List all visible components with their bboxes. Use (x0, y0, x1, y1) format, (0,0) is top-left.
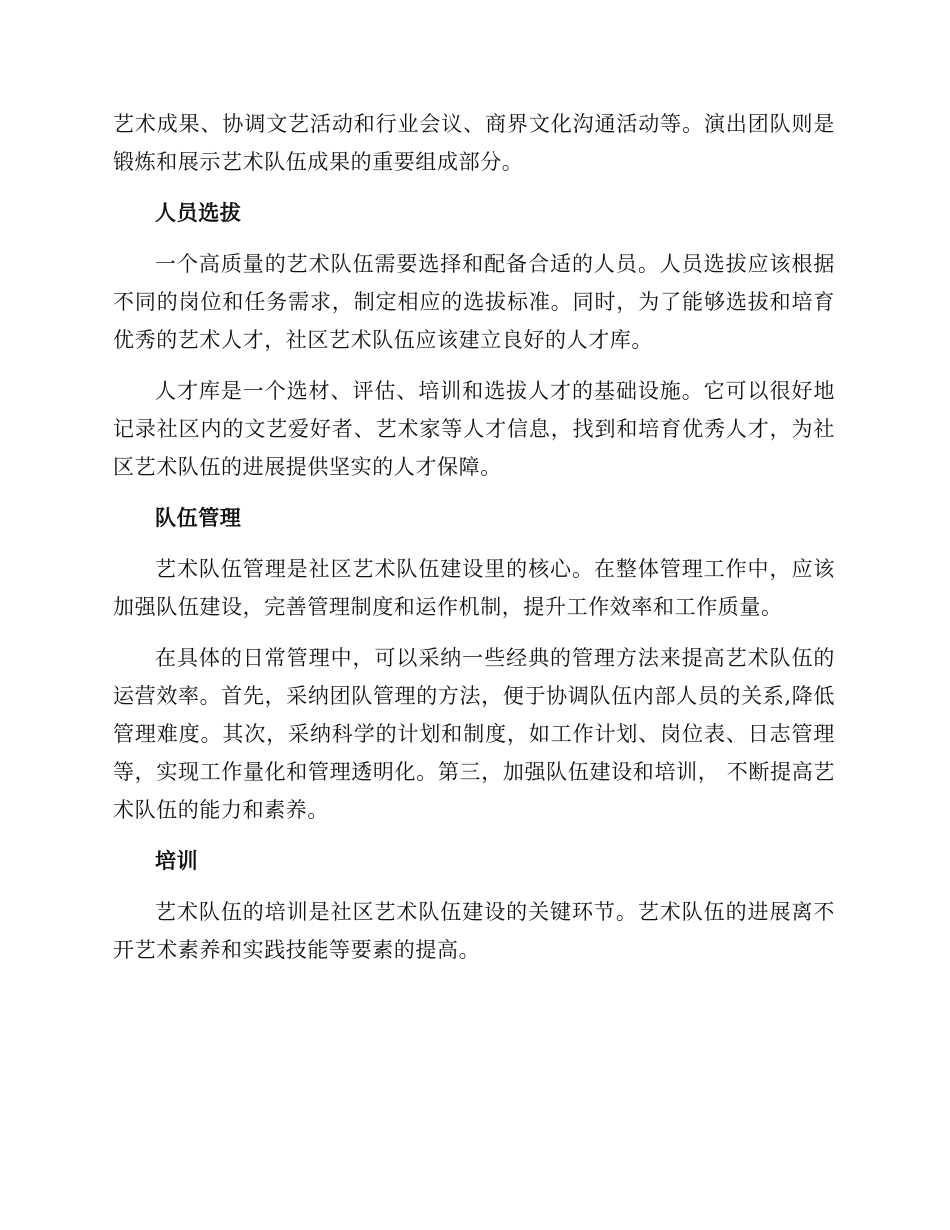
document-page (113, 105, 835, 982)
section-heading: 队伍管理 (155, 506, 242, 530)
paragraph: 人才库是一个选材、评估、培训和选拔人才的基础设施。它可以很好地记录社区内的文艺爱好者、艺术家等人才信息，找到和培育优秀人才，为社区艺术队伍的进展提供坚实的人才保障。 (113, 379, 835, 479)
section-heading: 人员选拔 (155, 201, 242, 225)
paragraph: 在具体的日常管理中，可以采纳一些经典的管理方法来提高艺术队伍的运营效率。首先，采纳团队管理的方法，便于协调队伍内部人员的关系,降低管理难度。其次，采纳科学的计划和制度，如工作计划、岗位表、日志管理等，实现工作量化和管理透明化。第三，加强队伍建设和培训， 不断提高艺术队伍的能力和素养。 (113, 646, 835, 822)
paragraph: 艺术成果、协调文艺活动和行业会议、商界文化沟通活动等。演出团队则是锻炼和展示艺术队伍成果的重要组成部分。 (113, 112, 835, 174)
paragraph: 艺术队伍的培训是社区艺术队伍建设的关键环节。艺术队伍的进展离不开艺术素养和实践技能等要素的提高。 (113, 900, 835, 962)
paragraph: 一个高质量的艺术队伍需要选择和配备合适的人员。人员选拔应该根据不同的岗位和任务需求，制定相应的选拔标准。同时，为了能够选拔和培育优秀的艺术人才，社区艺术队伍应该建立良好的人才库。 (113, 252, 835, 352)
section-heading: 培训 (155, 849, 199, 873)
paragraph: 艺术队伍管理是社区艺术队伍建设里的核心。在整体管理工作中，应该加强队伍建设，完善管理制度和运作机制，提升工作效率和工作质量。 (113, 557, 835, 619)
